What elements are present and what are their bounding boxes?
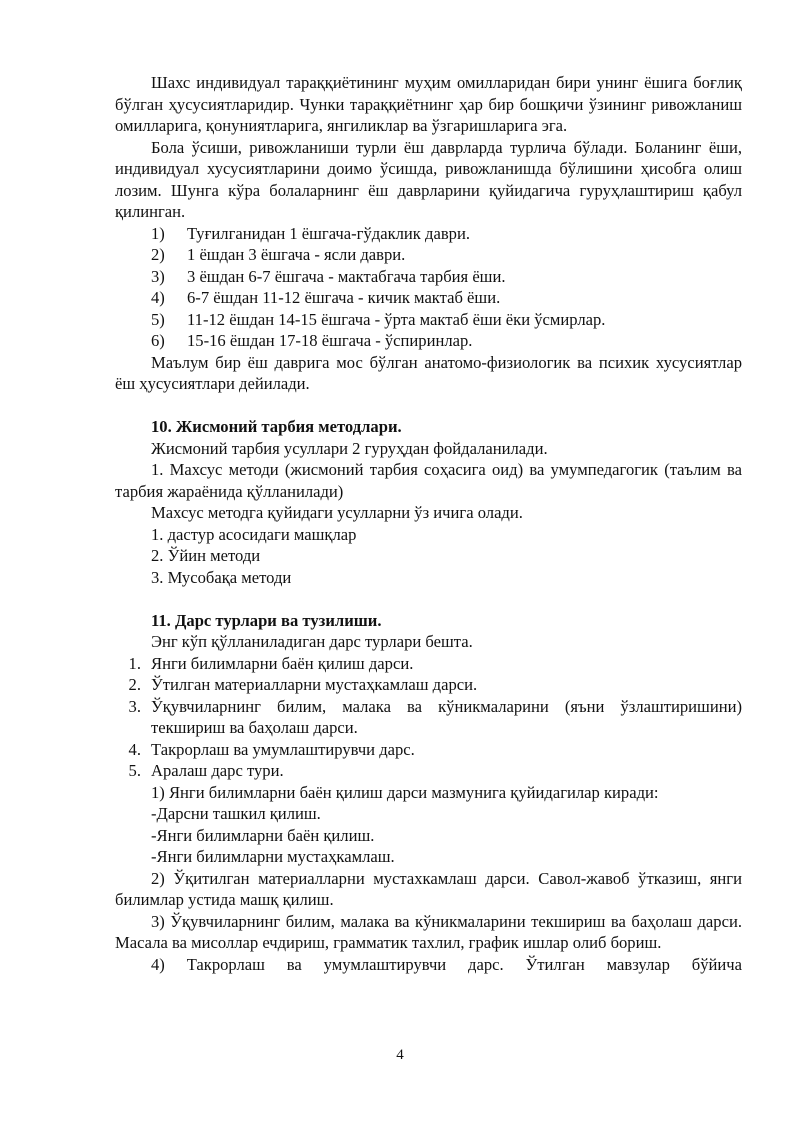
- paragraph-age-features: Маълум бир ёш даврига мос бўлган анатомо-физиологик ва психик хусусиятлар ёш ҳусусиятлари дейилади.: [115, 352, 742, 393]
- list-item: 2. Ўтилган материалларни мустаҳкамлаш дарси.: [128, 675, 478, 694]
- lesson-types-list: [115, 653, 742, 782]
- list-item: -Дарсни ташкил қилиш.: [151, 804, 321, 823]
- list-item: 2. Ўйин методи: [151, 546, 261, 565]
- list-item: -Янги билимларни баён қилиш.: [151, 825, 375, 845]
- section-11-sub1: 1) Янги билимларни баён қилиш дарси мазмунига қуйидагилар киради:: [151, 782, 659, 802]
- section-11-intro: Энг кўп қўлланиладиган дарс турлари бешта.: [151, 632, 473, 651]
- list-item: 1. Янги билимларни баён қилиш дарси.: [128, 653, 414, 673]
- list-item: 1) Туғилганидан 1 ёшгача-гўдаклик даври.: [151, 223, 470, 243]
- section-10-methods: 1. Махсус методи (жисмоний тарбия соҳасига оид) ва умумпедагогик (таълим ва тарбия жараёнида қўлланилади): [115, 460, 742, 501]
- section-11-sub4: 4) Такрорлаш ва умумлаштирувчи дарс. Ўтилган мавзулар бўйича: [151, 954, 742, 974]
- list-item: 4) 6-7 ёшдан 11-12 ёшгача - кичик мактаб ёши.: [151, 288, 501, 307]
- section-heading-11: 11. Дарс турлари ва тузилиши.: [151, 610, 382, 630]
- list-item: 5) 11-12 ёшдан 14-15 ёшгача - ўрта мактаб ёши ёки ўсмирлар.: [151, 309, 606, 329]
- document-page: [115, 72, 742, 975]
- list-item: 2) 1 ёшдан 3 ёшгача - ясли даври.: [151, 245, 406, 264]
- list-item: 1. дастур асосидаги машқлар: [151, 524, 357, 544]
- section-10-special: Махсус методга қуйидаги усулларни ўз ичига олади.: [151, 503, 523, 522]
- list-item: 3. Мусобақа методи: [151, 567, 292, 587]
- list-item: 3. Ўқувчиларнинг билим, малака ва кўникмаларини (яъни ўзлаштиришини) текшириш ва баҳолаш дарси.: [128, 696, 742, 737]
- age-periods-list: [115, 223, 742, 352]
- paragraph-child-growth: Бола ўсиши, ривожланиши турли ёш даврларда турлича бўлади. Боланинг ёши, индивидуал хусусиятларини доимо ўсишда, ривожланишда бўлишини ҳисобга олиш лозим. Шунга кўра болаларнинг ёш даврларини қуйидагича гуруҳлаштириш қабул қилинган.: [115, 137, 742, 221]
- section-10-intro: Жисмоний тарбия усуллари 2 гуруҳдан фойдаланилади.: [151, 438, 548, 458]
- section-11-sub3: 3) Ўқувчиларнинг билим, малака ва кўникмаларини текшириш ва баҳолаш дарси. Масала ва мисоллар ечдириш, грамматик тахлил, график ишлар олиб бориш.: [115, 911, 742, 952]
- list-item: -Янги билимларни мустаҳкамлаш.: [151, 847, 395, 866]
- list-item: 5. Аралаш дарс тури.: [128, 761, 284, 780]
- list-item: 3) 3 ёшдан 6-7 ёшгача - мактабгача тарбия ёши.: [151, 266, 506, 286]
- list-item: 4. Такрорлаш ва умумлаштирувчи дарс.: [128, 739, 415, 759]
- list-item: 6) 15-16 ёшдан 17-18 ёшгача - ўспиринлар.: [151, 331, 473, 350]
- section-11-sub2: 2) Ўқитилган материалларни мустахкамлаш дарси. Савол-жавоб ўтказиш, янги билимлар устида машқ қилиш.: [115, 868, 742, 909]
- paragraph-age-development: Шахс индивидуал тараққиётининг муҳим омилларидан бири унинг ёшига боғлиқ бўлган ҳусусиятларидир. Чунки тараққиётнинг ҳар бир бошқичи ўзининг ривожланиш омилларига, қонуниятларига, янгиликлар ва ўзгаришларига эга.: [115, 73, 742, 135]
- section-heading-10: 10. Жисмоний тарбия методлари.: [151, 417, 402, 436]
- page-number: 4: [396, 1047, 404, 1063]
